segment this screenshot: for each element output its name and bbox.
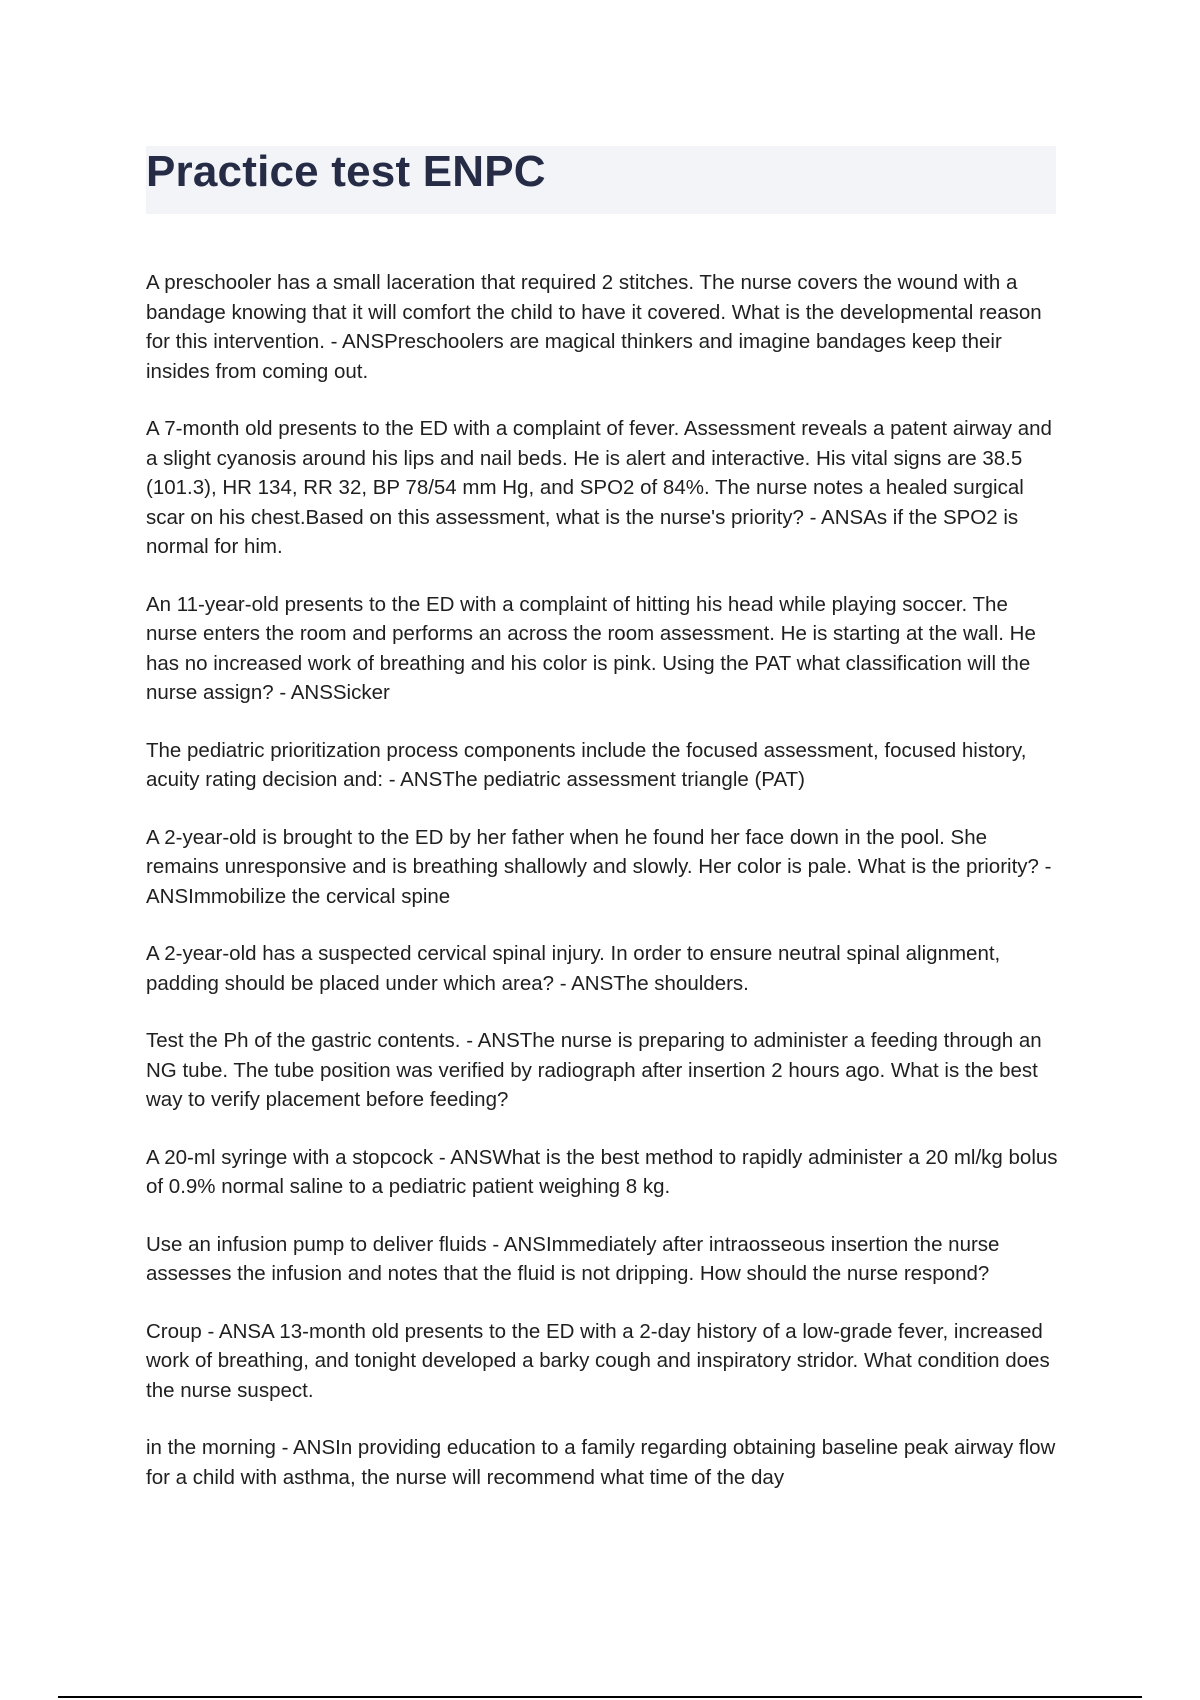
question-item-4: The pediatric prioritization process components include the focused assessment, focused history, acuity rating decision and: - ANSThe pediatric assessment triangle (PAT) (146, 738, 1027, 791)
question-item-5: A 2-year-old is brought to the ED by her father when he found her face down in the pool. She remains unresponsive and is breathing shallowly and slowly. Her color is pale. What is the priority? - ANSImmobilize the cervical spine (146, 825, 1052, 908)
question-item-10: Croup - ANSA 13-month old presents to the ED with a 2-day history of a low-grade fever, increased work of breathing, and tonight developed a barky cough and inspiratory stridor. What condition does the nurse suspect. (146, 1319, 1050, 1402)
footer-divider (58, 1696, 1142, 1698)
question-list (146, 268, 1058, 1520)
question-item-1: A preschooler has a small laceration that required 2 stitches. The nurse covers the wound with a bandage knowing that it will comfort the child to have it covered. What is the developmental reason for this intervention. - ANSPreschoolers are magical thinkers and imagine bandages keep their insides from coming out. (146, 271, 1042, 383)
question-item-6: A 2-year-old has a suspected cervical spinal injury. In order to ensure neutral spinal alignment, padding should be placed under which area? - ANSThe shoulders. (146, 942, 1001, 995)
question-item-7: Test the Ph of the gastric contents. - ANSThe nurse is preparing to administer a feeding through an NG tube. The tube position was verified by radiograph after insertion 2 hours ago. What is the best way to verify placement before feeding? (146, 1029, 1042, 1111)
question-item-9: Use an infusion pump to deliver fluids - ANSImmediately after intraosseous insertion the nurse assesses the infusion and notes that the fluid is not dripping. How should the nurse respond? (146, 1232, 1000, 1285)
question-item-11: in the morning - ANSIn providing education to a family regarding obtaining baseline peak airway flow for a child with asthma, the nurse will recommend what time of the day (146, 1436, 1056, 1489)
question-item-8: A 20-ml syringe with a stopcock - ANSWhat is the best method to rapidly administer a 20 ml/kg bolus of 0.9% normal saline to a pediatric patient weighing 8 kg. (146, 1145, 1058, 1198)
question-item-2: A 7-month old presents to the ED with a complaint of fever. Assessment reveals a patent airway and a slight cyanosis around his lips and nail beds. He is alert and interactive. His vital signs are 38.5 (101.3), HR 134, RR 32, BP 78/54 mm Hg, and SPO2 of 84%. The nurse notes a healed surgical scar on his chest.Based on this assessment, what is the nurse's priority? - ANSAs if the SPO2 is normal for him. (146, 417, 1052, 558)
page-title: Practice test ENPC (146, 147, 546, 196)
question-item-3: An 11-year-old presents to the ED with a complaint of hitting his head while playing soccer. The nurse enters the room and performs an across the room assessment. He is starting at the wall. He has no increased work of breathing and his color is pink. Using the PAT what classification will the nurse assign? - ANSSicker (146, 592, 1036, 704)
